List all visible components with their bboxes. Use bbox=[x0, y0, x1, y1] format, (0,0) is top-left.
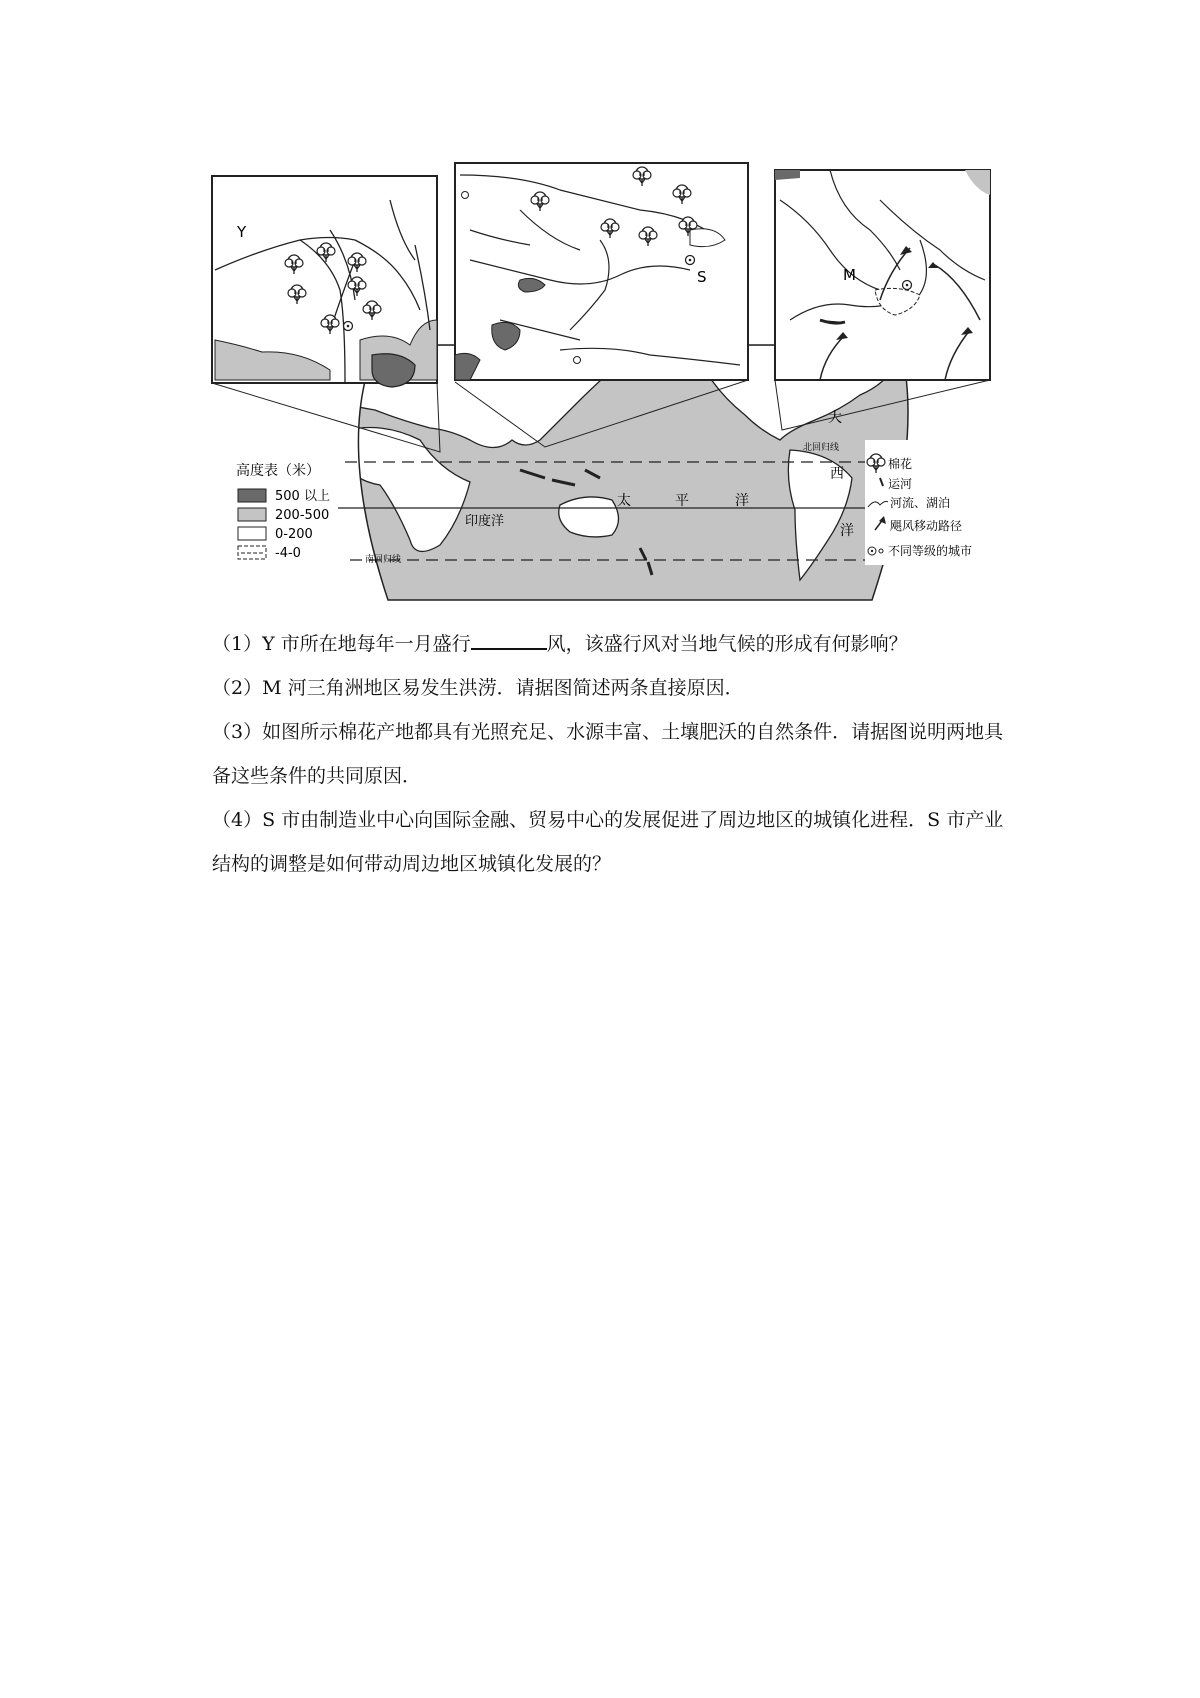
inset-map-m bbox=[775, 170, 990, 380]
atlantic-label-3: 洋 bbox=[840, 523, 854, 539]
question-1-text-after: 风，该盛行风对当地气候的形成有何影响？ bbox=[546, 633, 908, 655]
answer-blank[interactable] bbox=[471, 628, 547, 650]
legend-hurricane: 飓风移动路径 bbox=[890, 519, 963, 533]
legend-200-500: 200-500 bbox=[275, 508, 330, 523]
question-4: （4）S 市由制造业中心向国际金融、贸易中心的发展促进了周边地区的城镇化进程．S 市产业结构的调整是如何带动周边地区城镇化发展的？ bbox=[212, 809, 1004, 875]
legend-cotton: 棉花 bbox=[888, 457, 913, 471]
inset-map-s bbox=[455, 163, 748, 380]
y-city-label: Y bbox=[237, 223, 247, 241]
question-1-text-before: （1）Y 市所在地每年一月盛行 bbox=[212, 633, 471, 655]
question-3: （3）如图所示棉花产地都具有光照充足、水源丰富、土壤肥沃的自然条件．请据图说明两地具备这些条件的共同原因． bbox=[212, 721, 1004, 787]
legend-0-200: 0-200 bbox=[275, 527, 313, 542]
pacific-label-2: 平 bbox=[675, 493, 689, 509]
elevation-legend-title: 高度表（米） bbox=[236, 463, 320, 479]
elevation-legend bbox=[236, 462, 330, 561]
legend-minus4-0: -4-0 bbox=[275, 546, 301, 561]
s-city-label: S bbox=[697, 268, 707, 286]
pacific-label-1: 太 bbox=[617, 493, 631, 509]
legend-canal: 运河 bbox=[888, 477, 913, 491]
tropic-of-capricorn-label: 南回归线 bbox=[365, 555, 402, 565]
legend-river-lake: 河流、湖泊 bbox=[890, 496, 951, 510]
pacific-label-3: 洋 bbox=[735, 493, 749, 509]
atlantic-label-1: 大 bbox=[828, 410, 842, 426]
indian-ocean-label: 印度洋 bbox=[465, 514, 505, 529]
tropic-of-cancer-label: 北回归线 bbox=[803, 443, 840, 453]
question-1 bbox=[212, 622, 1020, 666]
legend-city: 不同等级的城市 bbox=[888, 544, 973, 558]
legend-500-above: 500 以上 bbox=[275, 489, 330, 504]
question-2: （2）M 河三角洲地区易发生洪涝．请据图简述两条直接原因． bbox=[212, 677, 744, 699]
inset-map-y bbox=[212, 176, 437, 387]
question-list bbox=[212, 622, 1020, 886]
geography-map-figure bbox=[0, 0, 1200, 620]
symbol-legend bbox=[865, 440, 1005, 565]
atlantic-label-2: 西 bbox=[830, 466, 844, 482]
m-river-label: M bbox=[843, 266, 856, 284]
